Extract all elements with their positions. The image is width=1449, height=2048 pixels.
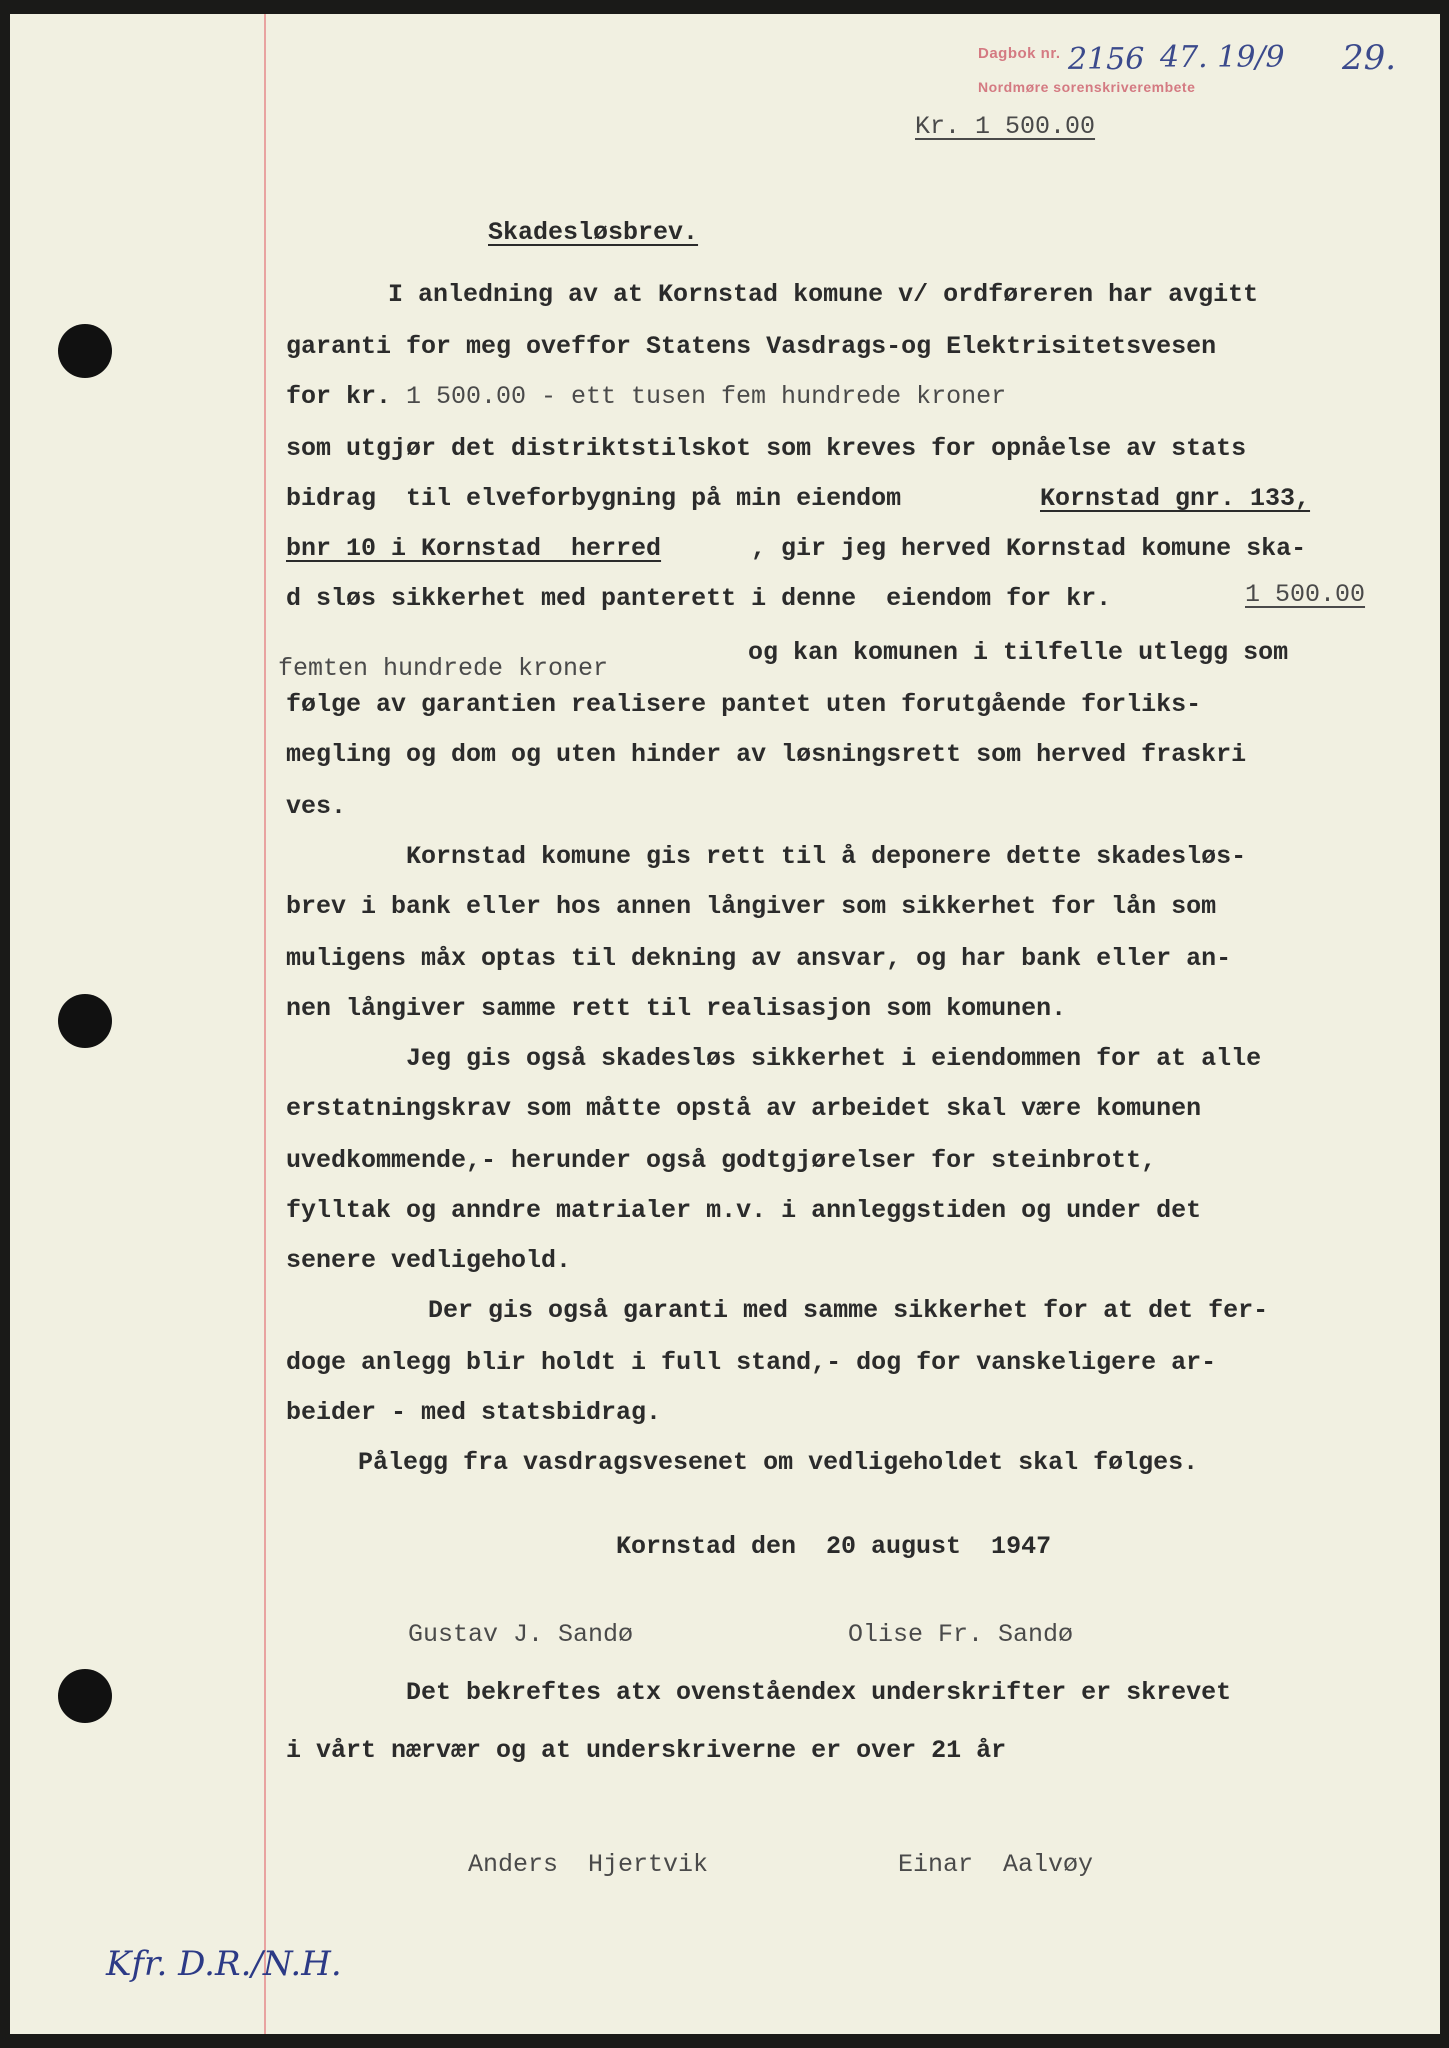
body-line: Pålegg fra vasdragsvesenet om vedligeholdet skal følges. bbox=[358, 1448, 1199, 1477]
body-line: ves. bbox=[286, 792, 347, 821]
witness-text-line: Det bekreftes atx ovenståendex underskrifter er skrevet bbox=[406, 1678, 1232, 1707]
body-line: for kr. bbox=[286, 382, 392, 411]
body-line: og kan komunen i tilfelle utlegg som bbox=[748, 638, 1289, 667]
body-line: d sløs sikkerhet med panterett i denne eiendom for kr. bbox=[286, 584, 1112, 613]
body-line: garanti for meg oveffor Statens Vasdrags-og Elektrisitetsvesen bbox=[286, 332, 1217, 361]
body-line-inserted: 1 500.00 - ett tusen fem hundrede kroner bbox=[406, 382, 1007, 411]
witness-left: Anders Hjertvik bbox=[468, 1850, 709, 1879]
handwritten-date: 47. 19/9 bbox=[1160, 40, 1285, 75]
body-line: Der gis også garanti med samme sikkerhet for at det fer- bbox=[428, 1296, 1269, 1325]
body-line: doge anlegg blir holdt i full stand,- dog for vanskeligere ar- bbox=[286, 1348, 1217, 1377]
punch-hole-icon bbox=[58, 994, 112, 1048]
body-line: følge av garantien realisere pantet uten forutgående forliks- bbox=[286, 690, 1202, 719]
body-line: muligens måx optas til dekning av ansvar, og har bank eller an- bbox=[286, 944, 1232, 973]
witness-text-line: i vårt nærvær og at underskriverne er over 21 år bbox=[286, 1736, 1007, 1765]
signature-left: Gustav J. Sandø bbox=[408, 1620, 634, 1649]
stamp-journal: Dagbok nr. bbox=[978, 45, 1061, 62]
body-line: , gir jeg herved Kornstad komune ska- bbox=[736, 534, 1307, 563]
document-page bbox=[10, 14, 1440, 2034]
body-line: megling og dom og uten hinder av løsningsrett som herved fraskri bbox=[286, 740, 1247, 769]
punch-hole-icon bbox=[58, 1669, 112, 1723]
stamp-office: Nordmøre sorenskriverembete bbox=[978, 79, 1196, 95]
body-line: fylltak og anndre matrialer m.v. i annleggstiden og under det bbox=[286, 1196, 1202, 1225]
body-line: I anledning av at Kornstad komune v/ ordføreren har avgitt bbox=[388, 280, 1259, 309]
body-line: senere vedligehold. bbox=[286, 1246, 572, 1275]
body-line: beider - med statsbidrag. bbox=[286, 1398, 662, 1427]
body-line-inserted: 1 500.00 bbox=[1245, 580, 1366, 609]
body-line: Kornstad komune gis rett til å deponere dette skadesløs- bbox=[406, 842, 1247, 871]
body-line: som utgjør det distriktstilskot som kreves for opnåelse av stats bbox=[286, 434, 1247, 463]
handwritten-page-number: 29. bbox=[1342, 38, 1397, 78]
signature-right: Olise Fr. Sandø bbox=[848, 1620, 1074, 1649]
amount-header: Kr. 1 500.00 bbox=[915, 112, 1096, 141]
body-line: brev i bank eller hos annen långiver som sikkerhet for lån som bbox=[286, 892, 1217, 921]
handwritten-initials: Kfr. D.R./N.H. bbox=[106, 1944, 342, 1984]
body-line: erstatningskrav som måtte opstå av arbeidet skal være komunen bbox=[286, 1094, 1202, 1123]
body-line-inserted: femten hundrede kroner bbox=[278, 654, 609, 683]
body-line: Jeg gis også skadesløs sikkerhet i eiendommen for at alle bbox=[406, 1044, 1262, 1073]
body-line: uvedkommende,- herunder også godtgjørelser for steinbrott, bbox=[286, 1146, 1157, 1175]
property-reference: Kornstad gnr. 133, bbox=[1040, 484, 1311, 513]
red-margin-line bbox=[264, 14, 266, 2034]
punch-hole-icon bbox=[58, 324, 112, 378]
place-and-date: Kornstad den 20 august 1947 bbox=[616, 1532, 1052, 1561]
body-line: nen långiver samme rett til realisasjon som komunen. bbox=[286, 994, 1067, 1023]
witness-right: Einar Aalvøy bbox=[898, 1850, 1094, 1879]
handwritten-journal-number: 2156 bbox=[1068, 42, 1145, 77]
property-reference: bnr 10 i Kornstad herred bbox=[286, 534, 662, 563]
body-line: bidrag til elveforbygning på min eiendom bbox=[286, 484, 917, 513]
document-title: Skadesløsbrev. bbox=[488, 218, 699, 247]
